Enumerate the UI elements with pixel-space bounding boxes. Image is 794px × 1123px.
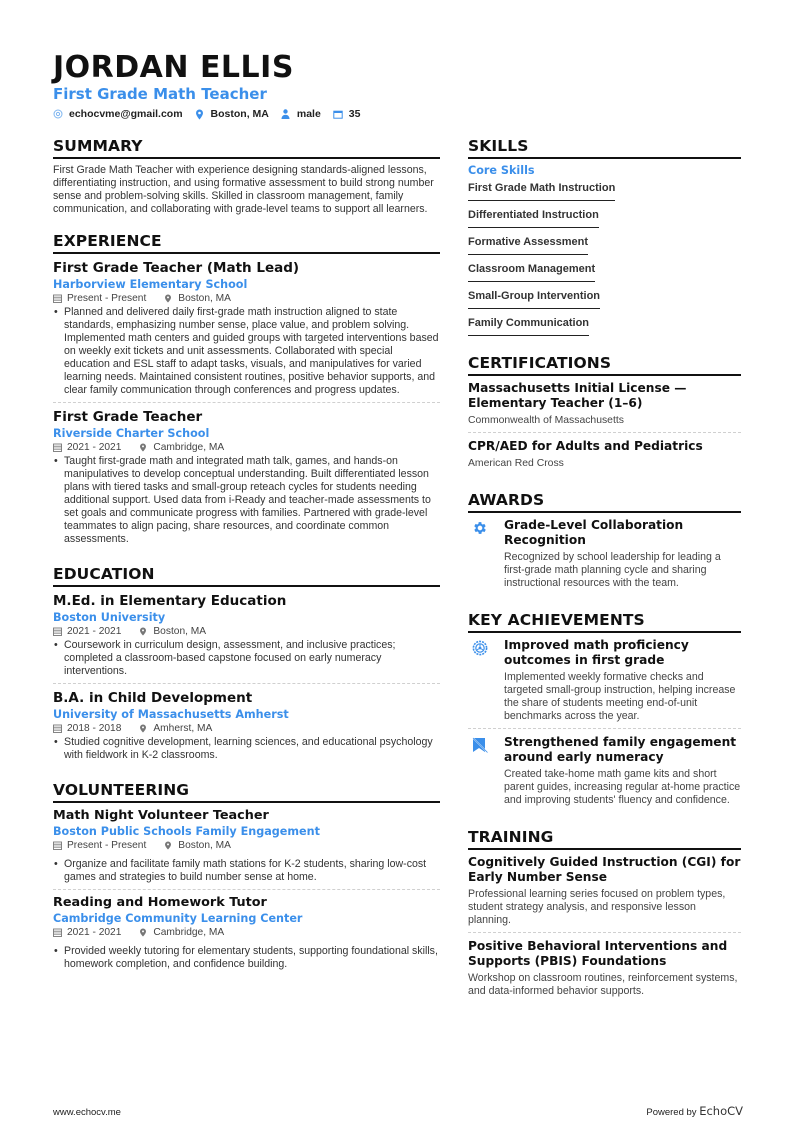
dates: [53, 292, 146, 305]
experience-heading: EXPERIENCE: [53, 232, 440, 254]
skill-tag: Formative Assessment: [468, 233, 588, 255]
bullet-list: [53, 455, 440, 546]
bullet-item: • Organize and facilitate family math stations for K-2 students, sharing low-cost games and strategies to build number sense at home.: [53, 858, 440, 884]
calendar-icon: [53, 724, 62, 733]
award-entry: [468, 518, 741, 595]
entry-meta: [53, 441, 440, 454]
age-text: 35: [348, 108, 361, 120]
achievement-body: [504, 638, 741, 723]
achievement-title: Strengthened family engagement around early numeracy: [504, 735, 737, 764]
date-range: Present - Present: [67, 840, 147, 851]
bullet-list: [53, 736, 440, 762]
skill-tag: Differentiated Instruction: [468, 206, 599, 228]
resume-header: [53, 50, 743, 120]
map-pin-icon: [164, 841, 173, 850]
role-title: Reading and Homework Tutor: [53, 895, 267, 910]
user-icon: [281, 109, 291, 119]
location-text: Boston, MA: [210, 108, 269, 120]
education-heading: EDUCATION: [53, 565, 440, 587]
training-section: [468, 828, 741, 1003]
skill-row: [468, 205, 741, 228]
certification-entry: [468, 439, 741, 475]
school-name: Boston University: [53, 611, 166, 624]
contact-location: [195, 108, 269, 120]
award-title: Grade-Level Collaboration Recognition: [504, 518, 684, 547]
location-text: Boston, MA: [178, 293, 231, 304]
training-title: Positive Behavioral Interventions and Supports (PBIS) Foundations: [468, 939, 728, 968]
skill-row: [468, 286, 741, 309]
date-range: 2021 - 2021: [67, 626, 122, 637]
bullet-item: • Taught first-grade math and integrated math talk, games, and hands-on manipulatives to develop conceptual understanding. Built differentiated lesson plans with tiered tasks and small-group reteach cycles for students needing additional support. Used data from i-Ready and teacher-made assessments to set goals and communicate progress with families. Partnered with grade-level teammates to align pacing, share resources, and coordinate common assessments.: [53, 455, 440, 546]
map-pin-icon: [195, 109, 205, 119]
map-pin-icon: [139, 724, 148, 733]
volunteering-entry: [53, 808, 440, 890]
skill-tag: Classroom Management: [468, 260, 595, 282]
certifications-heading: CERTIFICATIONS: [468, 354, 741, 376]
calendar-icon: [53, 443, 62, 452]
calendar-icon: [53, 928, 62, 937]
bullet-list: [53, 639, 440, 678]
dates: [53, 625, 121, 638]
bullet-list: [53, 858, 440, 884]
skill-row: [468, 232, 741, 255]
bullet-item: • Studied cognitive development, learning sciences, and educational psychology with fieldwork in K-2 classrooms.: [53, 736, 440, 762]
certification-title: Massachusetts Initial License — Elementary Teacher (1–6): [468, 381, 687, 410]
awards-section: [468, 491, 741, 595]
organization-name: Boston Public Schools Family Engagement: [53, 825, 320, 838]
skill-tag: Family Communication: [468, 314, 589, 336]
date-range: 2021 - 2021: [67, 927, 122, 938]
location-text: Cambridge, MA: [153, 442, 225, 453]
skills-heading: SKILLS: [468, 137, 741, 159]
bookmark-off-icon: [468, 735, 504, 807]
map-pin-icon: [139, 627, 148, 636]
education-section: [53, 565, 440, 767]
bullet-item: • Provided weekly tutoring for elementary students, supporting foundational skills, homework completion, and confidence building.: [53, 945, 440, 971]
location: [139, 441, 224, 454]
achievement-entry: [468, 638, 741, 729]
skill-tag: First Grade Math Instruction: [468, 179, 615, 201]
date-range: 2021 - 2021: [67, 442, 122, 453]
achievement-body: [504, 735, 741, 807]
degree-title: B.A. in Child Development: [53, 690, 253, 706]
contact-gender: [281, 108, 321, 120]
training-entry: [468, 939, 741, 1003]
achievement-description: Created take-home math game kits and short parent guides, increasing regular at-home practice and improving students' fluency and confidence.: [504, 768, 741, 806]
bullet-list: [53, 306, 440, 397]
education-entry: [53, 689, 440, 767]
skill-row: [468, 259, 741, 282]
candidate-name: JORDAN ELLIS: [53, 50, 294, 85]
contact-age: [333, 108, 361, 120]
job-title: First Grade Teacher (Math Lead): [53, 260, 300, 276]
left-column: [53, 137, 440, 988]
location: [164, 839, 231, 852]
date-range: 2018 - 2018: [67, 723, 122, 734]
award-body: [504, 518, 741, 590]
calendar-icon: [53, 841, 62, 850]
volunteering-entry: [53, 895, 440, 976]
bullet-item: • Coursework in curriculum design, assessment, and inclusive practices; completed a classroom-based capstone focused on early numeracy interventions.: [53, 639, 440, 678]
achievements-heading: KEY ACHIEVEMENTS: [468, 611, 741, 633]
skill-row: [468, 178, 741, 201]
entry-meta: [53, 722, 440, 735]
school-name: University of Massachusetts Amherst: [53, 708, 289, 721]
skill-tag: Small-Group Intervention: [468, 287, 600, 309]
achievement-description: Implemented weekly formative checks and targeted small-group instruction, helping increase the share of students meeting end-of-unit benchmarks across the year.: [504, 671, 736, 722]
at-icon: [53, 109, 63, 119]
dates: [53, 441, 121, 454]
map-pin-icon: [164, 294, 173, 303]
skill-group-label: Core Skills: [468, 164, 535, 177]
certification-issuer: American Red Cross: [468, 458, 564, 469]
right-column: [468, 137, 741, 1015]
training-entry: [468, 855, 741, 933]
page-footer: [53, 1104, 743, 1118]
website-link[interactable]: www.echocv.me: [53, 1107, 121, 1118]
entry-meta: [53, 625, 440, 638]
summary-text: First Grade Math Teacher with experience designing standards-aligned lessons, differentiating instruction, and using formative assessment to build strong number sense and problem-solving skills. Skilled in classroom management, family communication, and collaborating with grade-level teams to support all learners.: [53, 164, 434, 215]
training-heading: TRAINING: [468, 828, 741, 850]
skills-section: [468, 137, 741, 336]
degree-title: M.Ed. in Elementary Education: [53, 593, 287, 609]
email-text: echocvme@gmail.com: [69, 108, 183, 120]
calendar-icon: [333, 109, 343, 119]
powered-by: [646, 1104, 743, 1118]
brand-name[interactable]: EchoCV: [699, 1104, 743, 1118]
calendar-icon: [53, 627, 62, 636]
certification-title: CPR/AED for Adults and Pediatrics: [468, 439, 703, 453]
location-text: Cambridge, MA: [153, 927, 225, 938]
skill-row: [468, 313, 741, 336]
contact-row: [53, 108, 743, 120]
experience-entry: [53, 259, 440, 403]
powered-by-label: Powered by: [646, 1107, 697, 1118]
bullet-list: [53, 945, 440, 971]
location-text: Boston, MA: [153, 626, 207, 637]
contact-email[interactable]: [53, 108, 183, 120]
achievement-entry: [468, 735, 741, 812]
volunteering-heading: VOLUNTEERING: [53, 781, 440, 803]
certification-entry: [468, 381, 741, 433]
dates: [53, 722, 121, 735]
summary-heading: SUMMARY: [53, 137, 440, 159]
location-text: Amherst, MA: [153, 723, 213, 734]
employer-name: Harborview Elementary School: [53, 278, 248, 291]
achievements-section: [468, 611, 741, 812]
dates: [53, 839, 146, 852]
award-description: Recognized by school leadership for leading a first-grade math planning cycle and sharing instructional resources with the team.: [504, 551, 721, 589]
experience-section: [53, 232, 440, 551]
date-range: Present - Present: [67, 293, 147, 304]
volunteering-section: [53, 781, 440, 976]
location: [139, 625, 206, 638]
entry-meta: [53, 926, 440, 939]
gear-icon: [468, 518, 504, 590]
certification-issuer: Commonwealth of Massachusetts: [468, 415, 624, 426]
training-description: Workshop on classroom routines, reinforcement systems, and data-informed behavior supports.: [468, 972, 738, 997]
entry-meta: [53, 292, 440, 305]
job-title: First Grade Teacher: [53, 409, 203, 425]
gender-text: male: [296, 108, 321, 120]
candidate-title: First Grade Math Teacher: [53, 85, 267, 103]
bullet-item: • Planned and delivered daily first-grade math instruction aligned to state standards, emphasizing number sense, place value, and problem solving. Implemented math centers and guided groups with targeted interventions based on weekly exit tickets and unit assessments. Collaborated with special education and ESL staff to adapt tasks, visuals, and manipulatives for varied learning needs. Maintained consistent routines, positive behavior supports, and clear family communication through conferences and progress updates.: [53, 306, 440, 397]
awards-heading: AWARDS: [468, 491, 741, 513]
training-title: Cognitively Guided Instruction (CGI) for Early Number Sense: [468, 855, 741, 884]
summary-section: [53, 137, 440, 216]
certifications-section: [468, 354, 741, 475]
calendar-icon: [53, 294, 62, 303]
training-description: Professional learning series focused on problem types, student strategy analysis, and responsive lesson planning.: [468, 888, 726, 926]
education-entry: [53, 592, 440, 684]
entry-meta: [53, 839, 440, 852]
map-pin-icon: [139, 443, 148, 452]
organization-name: Cambridge Community Learning Center: [53, 912, 303, 925]
map-pin-icon: [139, 928, 148, 937]
employer-name: Riverside Charter School: [53, 427, 210, 440]
cog-outline-icon: [468, 638, 504, 723]
location: [164, 292, 231, 305]
location: [139, 722, 212, 735]
experience-entry: [53, 408, 440, 551]
achievement-title: Improved math proficiency outcomes in first grade: [504, 638, 689, 667]
role-title: Math Night Volunteer Teacher: [53, 808, 269, 823]
dates: [53, 926, 121, 939]
location-text: Boston, MA: [178, 840, 231, 851]
location: [139, 926, 224, 939]
